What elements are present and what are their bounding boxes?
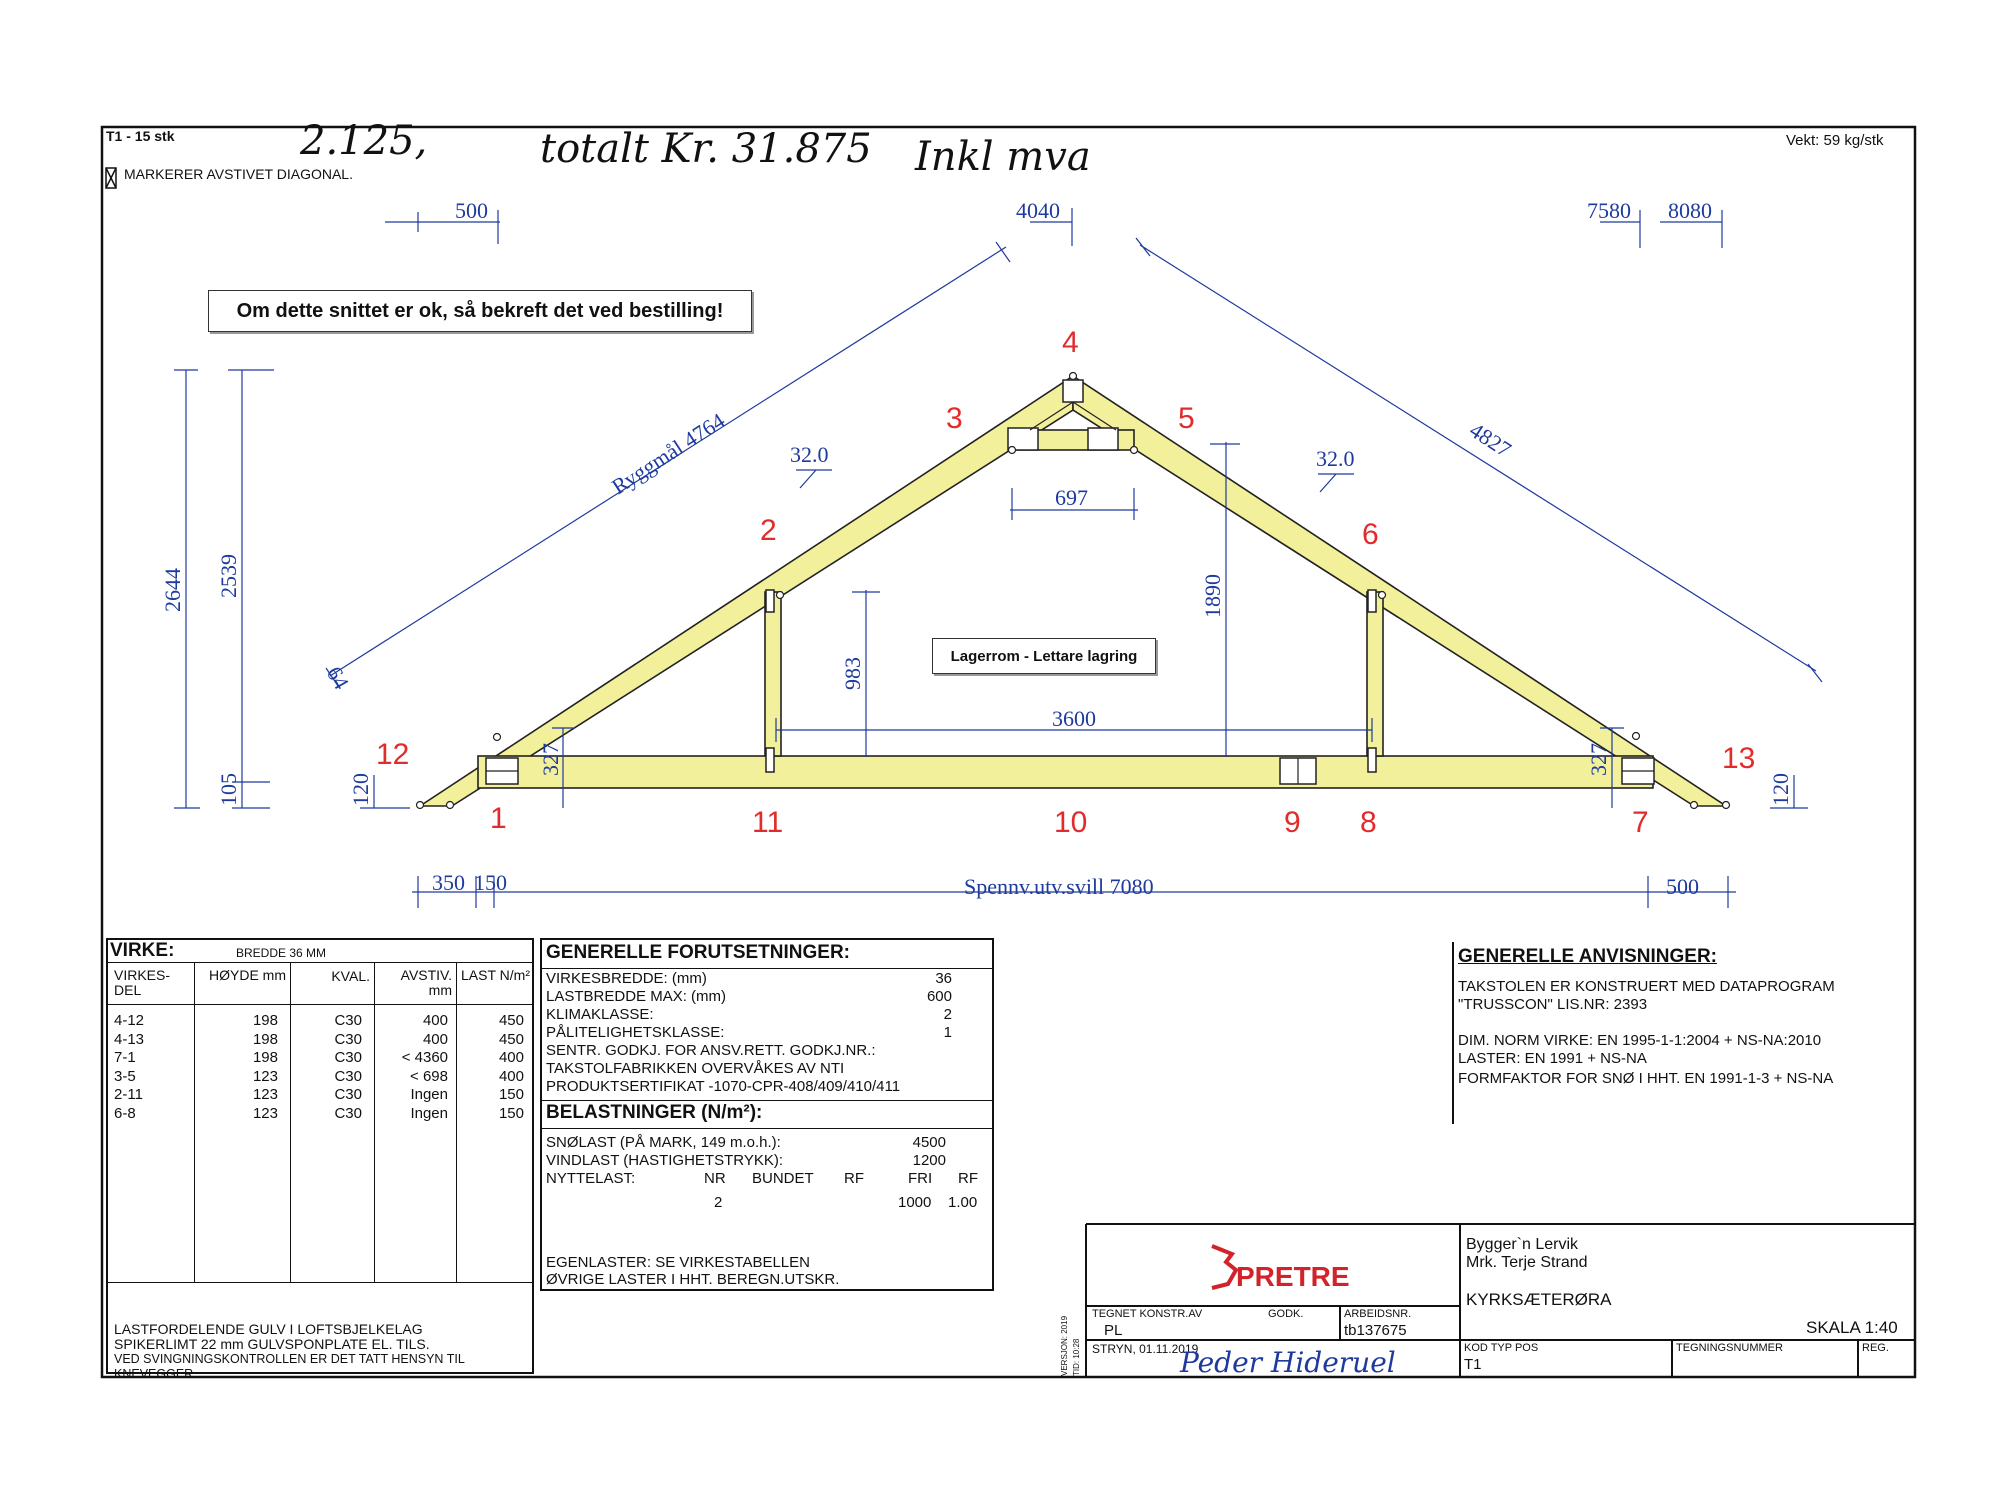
member-right-rafter	[1073, 376, 1726, 806]
table-row: 4-13 198 C30 400 450	[114, 1030, 524, 1048]
virke-header-avstiv: AVSTIV. mm	[400, 967, 452, 998]
list-item: 2 1000 1.00	[714, 1194, 978, 1211]
virke-footer	[114, 1322, 532, 1382]
dim-bottom-350: 350	[432, 870, 465, 895]
dim-h-105: 105	[216, 773, 241, 806]
arbeid-label: ARBEIDSNR.	[1344, 1308, 1412, 1320]
kod-value: T1	[1464, 1356, 1482, 1373]
node-label-11: 11	[752, 806, 784, 839]
reg-label: REG.	[1862, 1342, 1889, 1354]
virke-width: BREDDE 36 MM	[236, 946, 327, 960]
list-item: VINDLAST (HASTIGHETSTRYKK): 1200	[546, 1152, 946, 1169]
handwritten-price: 2.125,	[300, 118, 428, 164]
tid-text: TID: 10:28	[1072, 1338, 1081, 1376]
dim-h-327-right: 327	[1586, 743, 1611, 776]
dim-h-327-left: 327	[538, 743, 563, 776]
node-label-7: 7	[1632, 806, 1649, 839]
table-row: 4-12 198 C30 400 450	[114, 1012, 524, 1029]
kod-label: KOD TYP POS	[1464, 1342, 1539, 1354]
list-item: DIM. NORM VIRKE: EN 1995-1-1:2004 + NS-NA:2010	[1458, 1032, 1822, 1049]
dim-pitch-right: 32.0	[1316, 446, 1355, 471]
godk-label: GODK.	[1268, 1308, 1304, 1320]
customer-mark: Mrk. Terje Strand	[1466, 1254, 1588, 1271]
dim-ryggmal: Ryggmål 4764	[607, 407, 730, 500]
order-notice: Om dette snittet er ok, så bekreft det ved bestilling!	[208, 290, 752, 332]
node-label-12: 12	[376, 738, 410, 771]
dim-bottom-150: 150	[474, 870, 507, 895]
dim-top-8080: 8080	[1668, 198, 1712, 223]
list-item: FORMFAKTOR FOR SNØ I HHT. EN 1991-1-3 + NS-NA	[1458, 1070, 1834, 1087]
legend-text: MARKERER AVSTIVET DIAGONAL.	[124, 166, 353, 182]
list-item: SNØLAST (PÅ MARK, 149 m.o.h.): 4500	[546, 1134, 946, 1151]
anvisninger-box	[1452, 942, 1914, 1124]
version-text: VERSJON: 2019	[1060, 1315, 1069, 1376]
pretre-logo-icon	[1212, 1246, 1236, 1288]
truss-members	[420, 376, 1726, 806]
dim-top-500: 500	[455, 198, 488, 223]
list-item: KLIMAKLASSE: 2	[546, 1006, 952, 1023]
table-row: 2-11 123 C30 Ingen 150	[114, 1086, 524, 1103]
customer-name: Bygger`n Lervik	[1466, 1236, 1579, 1253]
virke-header-hoyde: HØYDE mm	[209, 967, 286, 983]
position-count: T1 - 15 stk	[106, 128, 175, 144]
list-item: SENTR. GODKJ. FOR ANSV.RETT. GODKJ.NR.:	[546, 1042, 876, 1059]
node-label-10: 10	[1054, 806, 1088, 839]
dim-right-slope: 4827	[1465, 417, 1516, 463]
table-row: 3-5 123 C30 < 698 400	[114, 1067, 524, 1085]
dim-h-64: 64	[321, 662, 355, 694]
dim-h-1890: 1890	[1200, 574, 1225, 618]
tegningsnummer-label: TEGNINGSNUMMER	[1676, 1342, 1783, 1354]
egenlast-text: EGENLASTER: SE VIRKESTABELLEN	[546, 1254, 810, 1271]
weight-text: Vekt: 59 kg/stk	[1786, 132, 1884, 149]
member-left-post	[765, 592, 781, 756]
anvisninger-list	[1458, 978, 1835, 1088]
list-item: TAKSTOLFABRIKKEN OVERVÅKES AV NTI	[546, 1060, 845, 1077]
list-item: VIRKESBREDDE: (mm) 36	[546, 970, 952, 987]
dim-collar: 697	[1055, 485, 1088, 510]
dim-h-983: 983	[840, 657, 865, 690]
virke-footer-2: SPIKERLIMT 22 mm GULVSPONPLATE EL. TILS.	[114, 1336, 430, 1352]
tegnet-label: TEGNET KONSTR.AV	[1092, 1308, 1203, 1320]
node-label-5: 5	[1178, 402, 1195, 435]
room-label: Lagerrom - Lettare lagring	[932, 638, 1156, 674]
node-label-4: 4	[1062, 326, 1079, 359]
node-label-8: 8	[1360, 806, 1377, 839]
tegnet-value: PL	[1104, 1322, 1123, 1339]
virke-header-kval: KVAL.	[331, 968, 370, 984]
forutsetninger-box	[540, 938, 994, 1291]
place-name: KYRKSÆTERØRA	[1466, 1290, 1612, 1309]
table-row: 7-1 198 C30 < 4360 400	[114, 1049, 524, 1066]
list-item: PÅLITELIGHETSKLASSE: 1	[546, 1024, 952, 1041]
forutsetninger-title: GENERELLE FORUTSETNINGER:	[546, 942, 851, 963]
list-item: PRODUKTSERTIFIKAT -1070-CPR-408/409/410/411	[546, 1078, 901, 1095]
dim-top-4040: 4040	[1016, 198, 1060, 223]
virke-footer-3: VED SVINGNINGSKONTROLLEN ER DET TATT HENSYN TIL KNEVEGGER	[114, 1352, 465, 1381]
node-label-1: 1	[490, 802, 507, 835]
dim-bottom-500: 500	[1666, 874, 1699, 899]
node-label-2: 2	[760, 514, 777, 547]
anvisninger-title: GENERELLE ANVISNINGER:	[1458, 946, 1717, 967]
forutsetninger-list	[546, 970, 986, 1096]
member-right-post	[1367, 592, 1383, 756]
list-item: LASTER: EN 1991 + NS-NA	[1458, 1050, 1647, 1067]
dim-span: Spennv.utv.svill 7080	[964, 874, 1154, 899]
list-item: NYTTELAST: NR BUNDET RF FRI RF	[546, 1170, 978, 1187]
list-item: TAKSTOLEN ER KONSTRUERT MED DATAPROGRAM	[1458, 978, 1835, 995]
table-row: 6-8 123 C30 Ingen 150	[114, 1104, 524, 1122]
dim-h-120-right: 120	[1768, 773, 1793, 806]
node-label-6: 6	[1362, 518, 1379, 551]
member-bottom-chord	[478, 756, 1653, 788]
ovrige-text: ØVRIGE LASTER I HHT. BEREGN.UTSKR.	[546, 1271, 840, 1288]
node-label-13: 13	[1722, 742, 1756, 775]
virke-table	[106, 938, 534, 1381]
scale-text: SKALA 1:40	[1806, 1318, 1898, 1337]
node-label-3: 3	[946, 402, 963, 435]
handwritten-vat: Inkl mva	[915, 134, 1091, 180]
member-left-rafter	[420, 376, 1073, 806]
dim-h-2539: 2539	[216, 554, 241, 598]
dim-h-2644: 2644	[160, 568, 185, 612]
customer-info	[1466, 1236, 1588, 1272]
belastninger-footer	[546, 1254, 839, 1288]
dim-top-7580: 7580	[1587, 198, 1631, 223]
dim-w-3600: 3600	[1052, 706, 1096, 731]
arbeid-value: tb137675	[1344, 1322, 1407, 1339]
braced-diagonal-icon	[106, 168, 116, 188]
list-item: LASTBREDDE MAX: (mm) 600	[546, 988, 952, 1005]
virke-title: VIRKE:	[110, 940, 175, 961]
signature: Peder Hideruel	[1180, 1346, 1396, 1379]
node-label-9: 9	[1284, 806, 1301, 839]
dim-h-120-left: 120	[348, 773, 373, 806]
virke-footer-1: LASTFORDELENDE GULV I LOFTSBJELKELAG	[114, 1321, 423, 1337]
stryn-date: STRYN, 01.11.2019	[1092, 1342, 1199, 1356]
virke-header-last: LAST N/m²	[461, 967, 530, 983]
list-item: "TRUSSCON" LIS.NR: 2393	[1458, 996, 1648, 1013]
belastninger-title: BELASTNINGER (N/m²):	[546, 1102, 763, 1123]
belastninger-list	[546, 1134, 986, 1216]
handwritten-total: totalt Kr. 31.875	[540, 126, 872, 172]
virke-header-del: VIRKES-DEL	[114, 967, 171, 998]
dim-pitch-left: 32.0	[790, 442, 829, 467]
virke-rows	[108, 1012, 532, 1123]
logo-text: PRETRE	[1236, 1261, 1350, 1292]
